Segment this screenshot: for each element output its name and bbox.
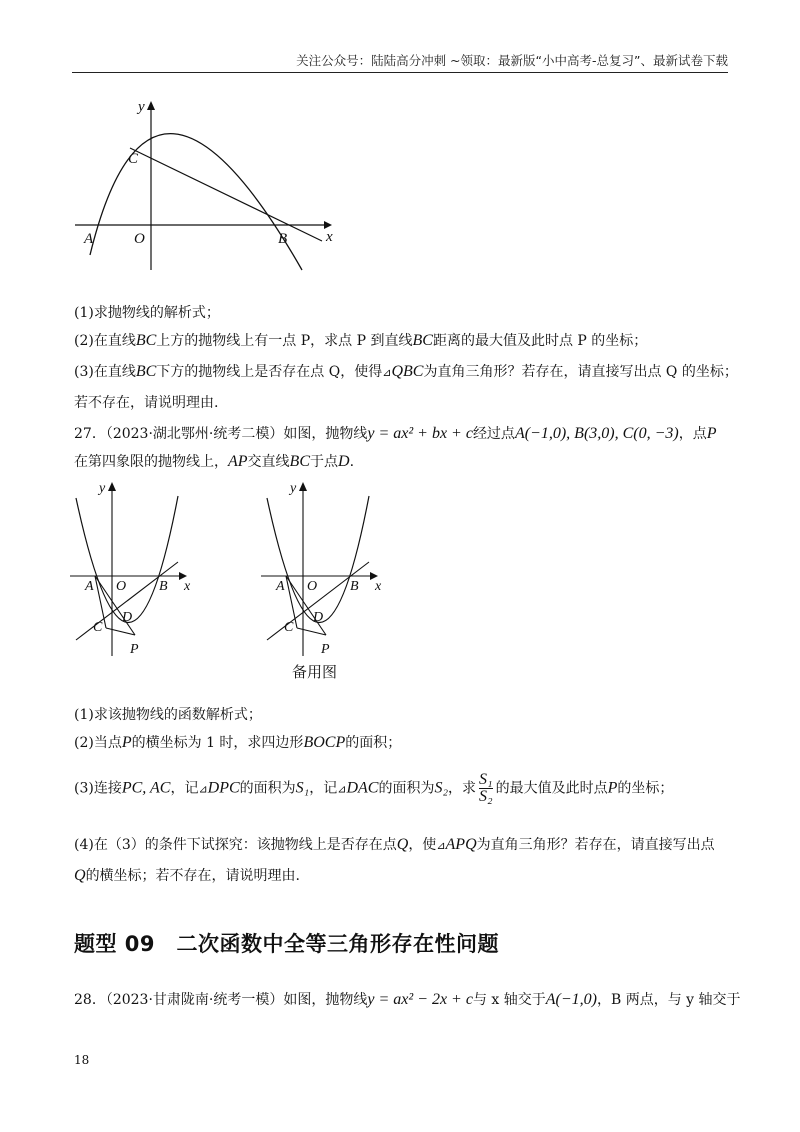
label-x: x — [326, 229, 333, 245]
header-text: 关注公众号：陆陆高分冲刺 ~领取：最新版“小中高考-总复习”、最新试卷下载 — [296, 53, 728, 68]
parabola-curve — [267, 496, 369, 623]
triangle-symbol: ⊿ — [382, 366, 392, 379]
q27-part4-cont: Q的横坐标；若不存在，请说明理由. — [74, 867, 301, 884]
parabola-curve — [76, 496, 178, 623]
label-b: B — [350, 579, 359, 594]
label-p: P — [130, 642, 139, 657]
y-axis-arrow — [147, 101, 155, 110]
q26-part3-cont: 若不存在，请说明理由. — [74, 395, 219, 411]
section-heading: 题型 09 二次函数中全等三角形存在性问题 — [74, 932, 500, 956]
label-y: y — [138, 99, 145, 115]
label-b: B — [159, 579, 168, 594]
y-axis-arrow — [299, 482, 307, 491]
figure-parabola-2 — [66, 478, 206, 660]
q27-part2: (2)当点P的横坐标为 1 时，求四边形BOCP的面积； — [74, 734, 402, 751]
label-o: O — [134, 231, 145, 247]
label-d: D — [313, 610, 324, 625]
label-y: y — [99, 481, 106, 496]
q26-part1: (1)求抛物线的解析式； — [74, 305, 220, 321]
page-header — [72, 52, 728, 73]
q28-line1: 28．（2023·甘肃陇南·统考一模）如图，抛物线y = ax² − 2x + c与 x 轴交于A(−1,0)，B 两点，与 y 轴交于 — [74, 991, 741, 1008]
label-c: C — [93, 620, 103, 635]
label-c: C — [284, 620, 294, 635]
label-o: O — [307, 579, 318, 594]
y-axis-arrow — [108, 482, 116, 491]
q27-part1: (1)求该抛物线的函数解析式； — [74, 707, 262, 723]
line-bc — [130, 148, 322, 241]
q27-part4: (4)在（3）的条件下试探究：该抛物线上是否存在点Q，使⊿APQ为直角三角形？若存在，请直接写出点 — [74, 836, 715, 853]
q27-part3: (3)连接PC, AC，记⊿DPC的面积为S₁，记⊿DAC的面积为S₂，求 $\frac{\text{S₁}}{\text{S₂}}$ 的最大值及此时点P的坐标； — [74, 771, 674, 805]
q26-part2: (2)在直线BC上方的抛物线上有一点 P，求点 P 到直线BC距离的最大值及此时点 P 的坐标； — [74, 332, 648, 349]
label-p: P — [321, 642, 330, 657]
label-x: x — [375, 579, 382, 594]
label-b: B — [278, 231, 288, 247]
label-c: C — [128, 151, 139, 167]
q26-part3: (3)在直线BC下方的抛物线上是否存在点 Q，使得⊿QBC为直角三角形？若存在，请直接写出点 Q 的坐标； — [74, 363, 738, 380]
label-x: x — [184, 579, 191, 594]
label-y: y — [290, 481, 297, 496]
figure-parabola-1 — [70, 95, 350, 275]
label-d: D — [122, 610, 133, 625]
parabola-curve — [90, 134, 302, 270]
fraction: $\frac{\text{S₁}}{\text{S₂}}$ — [479, 771, 493, 805]
label-a: A — [276, 579, 285, 594]
label-a: A — [85, 579, 94, 594]
label-o: O — [116, 579, 127, 594]
label-a: A — [84, 231, 94, 247]
q27-line2: 在第四象限的抛物线上，AP交直线BC于点D. — [74, 453, 355, 470]
page-number: 18 — [74, 1053, 90, 1067]
figure-caption: 备用图 — [292, 663, 338, 681]
line-bc — [76, 562, 178, 640]
q27-line1: 27．（2023·湖北鄂州·统考二模）如图，抛物线y = ax² + bx + c经过点A(−1,0), B(3,0), C(0, −3)，点P — [74, 425, 717, 442]
figure-parabola-3 — [257, 478, 397, 660]
x-axis-arrow — [324, 221, 332, 229]
line-bc — [267, 562, 369, 640]
